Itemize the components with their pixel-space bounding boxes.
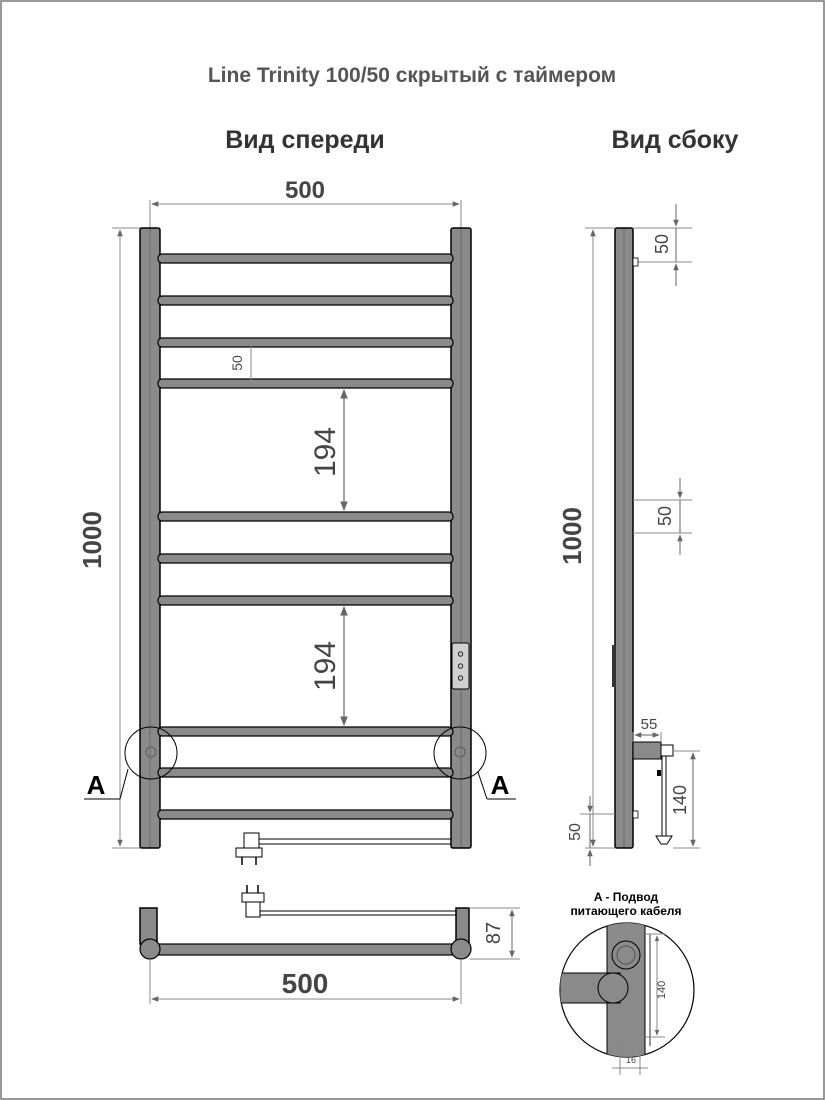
timer-control	[452, 643, 469, 689]
crossbar	[158, 727, 453, 736]
side-top-offset-label: 50	[652, 233, 672, 255]
sheet-border	[1, 1, 824, 1099]
detail-height-label: 140	[656, 980, 668, 1000]
crossbar	[158, 810, 453, 819]
front-width-label: 500	[284, 177, 326, 204]
callout-label-left: A	[86, 770, 106, 800]
crossbar	[158, 379, 453, 388]
lower-gap-label: 194	[309, 640, 342, 692]
detail-a	[560, 890, 694, 1075]
crossbar	[158, 338, 453, 347]
crossbar	[158, 254, 453, 263]
top-crossbar	[150, 944, 461, 955]
callout-label-right: A	[490, 770, 510, 800]
top-left-post	[140, 939, 160, 959]
side-bottom-offset-label: 50	[567, 823, 584, 841]
side-mid-offset-label: 50	[655, 505, 675, 527]
side-connector-label: 140	[670, 784, 690, 816]
detail-title-line1: A - Подвод	[593, 890, 659, 904]
top-view	[140, 885, 520, 1004]
power-plug	[236, 833, 451, 865]
detail-title-line2: питающего кабеля	[570, 904, 682, 918]
page-title: Line Trinity 100/50 скрытый с таймером	[207, 64, 617, 87]
front-height-label: 1000	[77, 511, 107, 569]
top-view-plug	[242, 885, 456, 917]
side-connector	[633, 742, 673, 844]
crossbar	[158, 554, 453, 563]
bar-spacing-label: 50	[229, 355, 245, 371]
front-view-heading: Вид спереди	[225, 126, 385, 154]
side-timer	[612, 645, 616, 687]
side-view-heading: Вид сбоку	[611, 126, 739, 154]
top-depth-label: 87	[483, 921, 505, 945]
top-right-post	[451, 939, 471, 959]
crossbar	[158, 512, 453, 521]
detail-width-label: 16	[625, 1055, 637, 1065]
crossbar	[158, 296, 453, 305]
top-width-label: 500	[281, 968, 329, 999]
side-height-label: 1000	[557, 507, 587, 565]
side-depth-label: 55	[640, 716, 658, 733]
upper-gap-label: 194	[309, 426, 342, 478]
crossbar	[158, 596, 453, 605]
front-view	[77, 126, 516, 865]
crossbars	[158, 254, 453, 819]
side-view	[557, 126, 739, 866]
crossbar	[158, 768, 453, 777]
